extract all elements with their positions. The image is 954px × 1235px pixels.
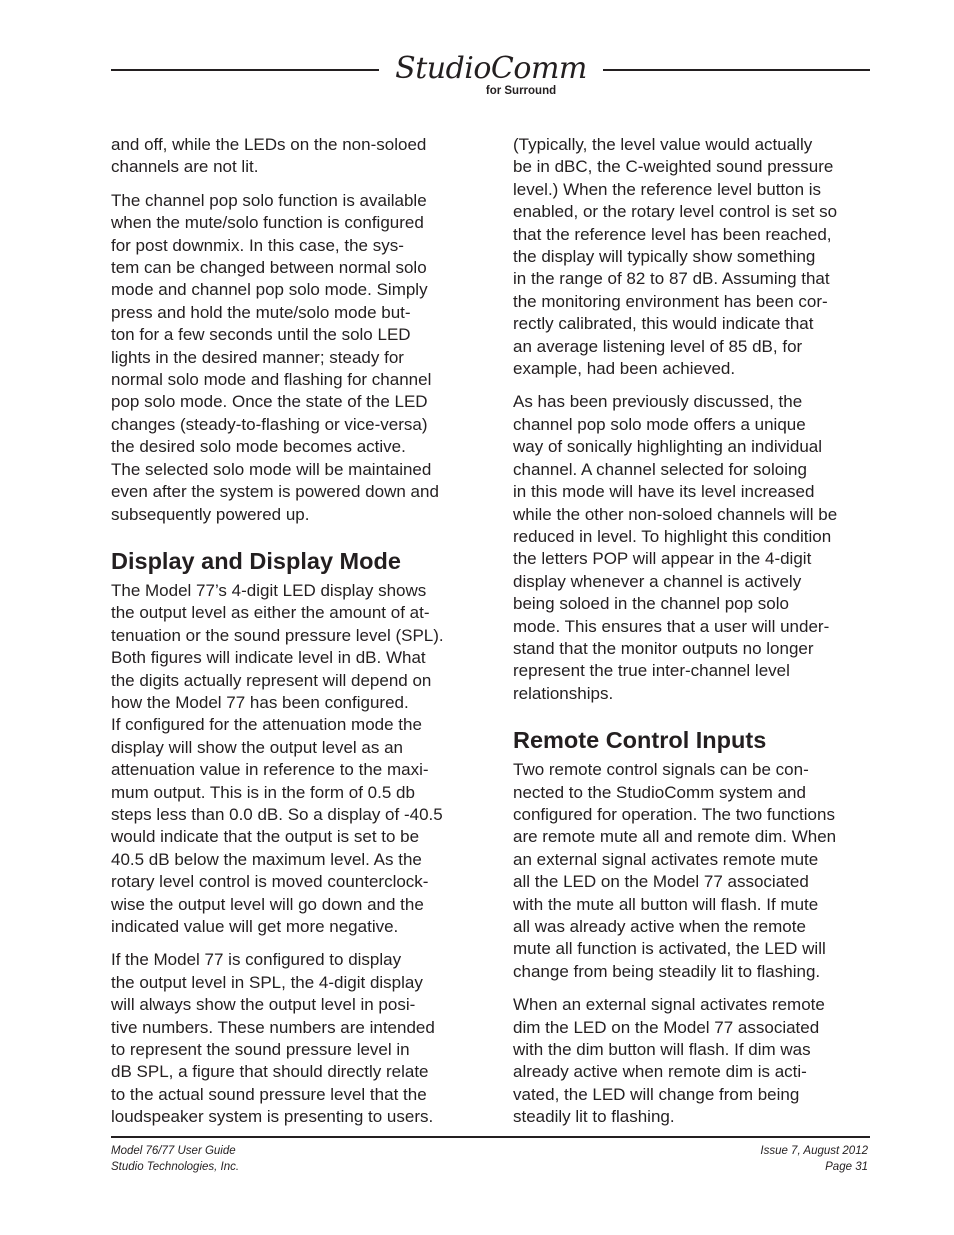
footer-company: Studio Technologies, Inc. [111, 1160, 240, 1173]
footer-page-number: Page 31 [825, 1160, 868, 1173]
right-column [513, 134, 873, 1140]
footer-left [111, 1144, 239, 1175]
logo-subtitle: for Surround [485, 85, 557, 97]
right-paragraph-2: As has been previously discussed, the channel pop solo mode offers a unique way of sonically highlighting an individual channel. A channel selected for soloing in this mode will have its level increased while the other non-soloed channels will be reduced in level. To highlight this condition the letters POP will appear in the 4-digit display whenever a channel is actively being soloed in the channel pop solo mode. This ensures that a user will under- stand that the monitor outputs no longer represent the true inter-channel level relationships. [513, 392, 838, 703]
logo-script-text: StudioComm [395, 51, 587, 86]
left-column [111, 134, 479, 1140]
header-rule-right [603, 69, 870, 71]
left-paragraph-2: The channel pop solo function is available when the mute/solo function is configured for post downmix. In this case, the sys- tem can be changed between normal solo mode and channel pop solo mode. Simply press and hold the mute/solo mode but- ton for a few seconds until the solo LED lights in the desired manner; steady for normal solo mode and flashing for channel pop solo mode. Once the state of the LED changes (steady-to-flashing or vice-versa) the desired solo mode becomes active. The selected solo mode will be maintained even after the system is powered down and subsequently powered up. [111, 190, 439, 524]
footer-issue: Issue 7, August 2012 [760, 1145, 868, 1157]
left-paragraph-1: and off, while the LEDs on the non-soloed channels are not lit. [111, 135, 427, 177]
left-paragraph-3: The Model 77’s 4-digit LED display shows the output level as either the amount of at- tenuation or the sound pressure level (SPL). Both figures will indicate level in dB. What the digits actually represent will depend on how the Model 77 has been configured. If configured for the attenuation mode the display will show the output level as an attenuation value in reference to the maxi- mum output. This is in the form of 0.5 db steps less than 0.0 dB. So a display of -40.5 would indicate that the output is set to be 40.5 dB below the maximum level. As the rotary level control is moved counterclock- wise the output level will go down and the indicated value will get more negative. [111, 580, 444, 936]
footer-guide-title: Model 76/77 User Guide [111, 1145, 236, 1157]
section-heading-display-mode: Display and Display Mode [111, 547, 401, 574]
left-paragraph-4: If the Model 77 is configured to display the output level in SPL, the 4-digit display will always show the output level in posi- tive numbers. These numbers are intended to represent the sound pressure level in dB SPL, a figure that should directly relate to the actual sound pressure level that the loudspeaker system is presenting to users. [111, 950, 435, 1127]
footer-right [760, 1144, 868, 1175]
header-rule-left [111, 69, 379, 71]
right-paragraph-4: When an external signal activates remote dim the LED on the Model 77 associated with the dim button will flash. If dim was already active when remote dim is acti- vated, the LED will change from being steadily lit to flashing. [513, 995, 825, 1127]
studiocomm-logo [380, 52, 602, 100]
right-paragraph-1: (Typically, the level value would actually be in dBC, the C-weighted sound pressure level.) When the reference level button is enabled, or the rotary level control is set so that the reference level has been reached, the display will typically show something in the range of 82 to 87 dB. Assuming that the monitoring environment has been cor- rectly calibrated, this would indicate that an average listening level of 85 dB, for example, had been achieved. [513, 135, 838, 379]
footer-rule [111, 1136, 870, 1138]
right-paragraph-3: Two remote control signals can be con- nected to the StudioComm system and configured for operation. The two functions are remote mute all and remote dim. When an external signal activates remote mute all the LED on the Model 77 associated with the mute all button will flash. If mute all was already active when the remote mute all function is activated, the LED will change from being steadily lit to flashing. [513, 760, 837, 981]
section-heading-remote-control: Remote Control Inputs [513, 727, 767, 754]
